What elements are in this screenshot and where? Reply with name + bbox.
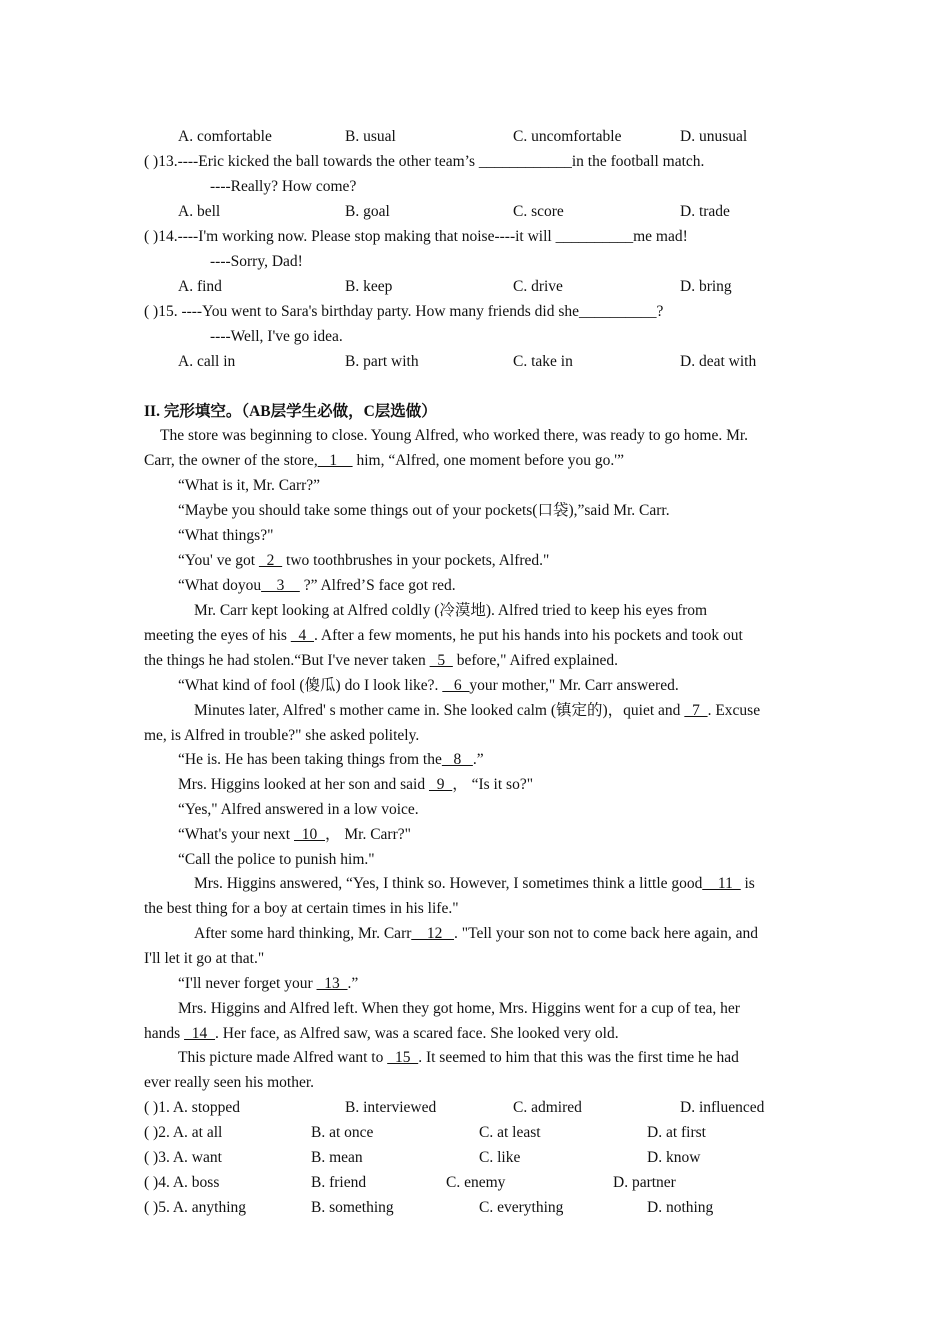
passage-line — [178, 676, 679, 696]
passage-text: two toothbrushes in your pockets, Alfred." — [282, 552, 550, 569]
passage-line — [178, 750, 484, 770]
passage-text: ， “Is it so?" — [452, 776, 534, 793]
q14-question: ( )14.----I'm working now. Please stop making that noise----it will __________me mad! — [144, 228, 688, 245]
blank-7: 7 — [684, 702, 708, 719]
passage-line — [178, 775, 533, 795]
blank-8: 8 — [441, 751, 473, 768]
passage-line — [144, 1024, 619, 1044]
blank-1: 1 — [317, 452, 353, 469]
blank-5: 5 — [429, 652, 453, 669]
passage-text: hands — [144, 1025, 185, 1042]
passage-line — [178, 1048, 739, 1068]
q12-option-a: A. comfortable — [178, 128, 272, 145]
question-4-option-d: D. partner — [613, 1174, 676, 1191]
passage-line: “What things?" — [178, 527, 274, 544]
q13-option-d: D. trade — [680, 203, 730, 220]
passage-text: . After a few moments, he put his hands into his pockets and took out — [314, 627, 743, 644]
blank-11: __11_ — [702, 875, 741, 892]
blank-6: 6 — [442, 677, 470, 694]
question-3-option-d: D. know — [647, 1149, 701, 1166]
q12-option-b: B. usual — [345, 128, 396, 145]
question-5-option-b: B. something — [311, 1199, 394, 1216]
blank-14: 14 — [184, 1025, 216, 1042]
passage-text: “He is. He has been taking things from the — [178, 751, 442, 768]
passage-text: .” — [347, 975, 359, 992]
passage-text: After some hard thinking, Mr. Carr — [194, 925, 412, 942]
passage-text: Mrs. Higgins looked at her son and said — [178, 776, 429, 793]
passage-line — [178, 576, 456, 596]
question-3-option-c: C. like — [479, 1149, 521, 1166]
passage-text: “I'll never forget your — [178, 975, 317, 992]
passage-text: “What kind of fool (傻瓜) do I look like?. — [178, 677, 443, 694]
passage-line — [178, 825, 411, 845]
passage-line — [178, 974, 358, 994]
q15-question: ( )15. ----You went to Sara's birthday party. How many friends did she__________? — [144, 303, 664, 320]
passage-text: is — [740, 875, 755, 892]
question-2-option-a: ( )2. A. at all — [144, 1124, 223, 1141]
q13-option-b: B. goal — [345, 203, 390, 220]
passage-line — [144, 626, 743, 646]
question-4-option-b: B. friend — [311, 1174, 367, 1191]
blank-4: 4 — [290, 627, 315, 644]
passage-line: I'll let it go at that." — [144, 950, 265, 967]
question-2-option-c: C. at least — [479, 1124, 541, 1141]
section-heading: II. 完形填空。（AB层学生必做，C层选做） — [144, 403, 437, 420]
passage-line: “What is it, Mr. Carr?” — [178, 477, 321, 494]
question-5-option-a: ( )5. A. anything — [144, 1199, 247, 1216]
passage-line: me, is Alfred in trouble?" she asked politely. — [144, 727, 420, 744]
passage-text: Carr, the owner of the store, — [144, 452, 318, 469]
q15-option-c: C. take in — [513, 353, 573, 370]
passage-text: Minutes later, Alfred' s mother came in. She looked calm (镇定的)，quiet and — [194, 702, 685, 719]
q13-question: ( )13.----Eric kicked the ball towards the other team’s ____________in the football match. — [144, 153, 705, 170]
passage-text: before," Aifred explained. — [452, 652, 618, 669]
passage-line: Mrs. Higgins and Alfred left. When they got home, Mrs. Higgins went for a cup of tea, her — [178, 1000, 740, 1017]
passage-text: meeting the eyes of his — [144, 627, 291, 644]
q14-option-c: C. drive — [513, 278, 563, 295]
question-3-option-b: B. mean — [311, 1149, 363, 1166]
q15-option-a: A. call in — [178, 353, 236, 370]
q15-option-d: D. deat with — [680, 353, 757, 370]
q14-reply: ----Sorry, Dad! — [210, 253, 303, 270]
passage-line — [144, 451, 624, 471]
q14-option-a: A. find — [178, 278, 222, 295]
passage-text: .” — [472, 751, 484, 768]
question-4-option-c: C. enemy — [446, 1174, 506, 1191]
blank-15: 15 — [387, 1049, 419, 1066]
blank-2: 2 — [258, 552, 283, 569]
blank-13: 13 — [316, 975, 348, 992]
passage-text: “You' ve got — [178, 552, 259, 569]
question-1-option-a: ( )1. A. stopped — [144, 1099, 241, 1116]
q13-option-c: C. score — [513, 203, 564, 220]
q15-reply: ----Well, I've go idea. — [210, 328, 343, 345]
q13-option-a: A. bell — [178, 203, 221, 220]
question-3-option-a: ( )3. A. want — [144, 1149, 222, 1166]
passage-text: ， Mr. Carr?" — [325, 826, 411, 843]
question-2-option-d: D. at first — [647, 1124, 706, 1141]
question-5-option-d: D. nothing — [647, 1199, 714, 1216]
question-1-option-d: D. influenced — [680, 1099, 765, 1116]
passage-line: “Call the police to punish him." — [178, 851, 375, 868]
blank-10: 10 — [294, 826, 325, 843]
passage-text: “What doyou — [178, 577, 262, 594]
passage-text: your mother," Mr. Carr answered. — [469, 677, 679, 694]
question-5-option-c: C. everything — [479, 1199, 564, 1216]
passage-text: him, “Alfred, one moment before you go.'” — [352, 452, 624, 469]
passage-line — [194, 874, 755, 894]
passage-line: the best thing for a boy at certain times in his life." — [144, 900, 459, 917]
passage-text: . Excuse — [707, 702, 761, 719]
passage-text: the things he had stolen.“But I've never taken — [144, 652, 430, 669]
passage-line: Mr. Carr kept looking at Alfred coldly (冷漠地). Alfred tried to keep his eyes from — [194, 602, 708, 619]
passage-line: “Yes," Alfred answered in a low voice. — [178, 801, 419, 818]
passage-line: The store was beginning to close. Young Alfred, who worked there, was ready to go home. Mr. — [160, 427, 749, 444]
q14-option-d: D. bring — [680, 278, 732, 295]
q13-reply: ----Really? How come? — [210, 178, 357, 195]
passage-line: “Maybe you should take some things out of your pockets(口袋),”said Mr. Carr. — [178, 502, 670, 519]
blank-12: __12_ — [411, 925, 455, 942]
passage-line — [178, 551, 549, 571]
passage-text: . "Tell your son not to come back here again, and — [454, 925, 758, 942]
passage-line — [194, 701, 760, 721]
passage-text: . It seemed to him that this was the first time he had — [418, 1049, 739, 1066]
question-2-option-b: B. at once — [311, 1124, 374, 1141]
q12-option-c: C. uncomfortable — [513, 128, 622, 145]
passage-line — [194, 924, 758, 944]
passage-line: ever really seen his mother. — [144, 1074, 315, 1091]
passage-text: ?” Alfred’S face got red. — [299, 577, 456, 594]
q15-option-b: B. part with — [345, 353, 419, 370]
question-4-option-a: ( )4. A. boss — [144, 1174, 220, 1191]
blank-9: 9 — [428, 776, 453, 793]
question-1-option-b: B. interviewed — [345, 1099, 437, 1116]
passage-text: “What's your next — [178, 826, 294, 843]
passage-line — [144, 651, 618, 671]
q14-option-b: B. keep — [345, 278, 393, 295]
blank-3: 3 — [261, 577, 300, 594]
passage-text: This picture made Alfred want to — [178, 1049, 388, 1066]
passage-text: Mrs. Higgins answered, “Yes, I think so. However, I sometimes think a little good — [194, 875, 703, 892]
question-1-option-c: C. admired — [513, 1099, 582, 1116]
passage-text: . Her face, as Alfred saw, was a scared face. She looked very old. — [215, 1025, 619, 1042]
q12-option-d: D. unusual — [680, 128, 748, 145]
